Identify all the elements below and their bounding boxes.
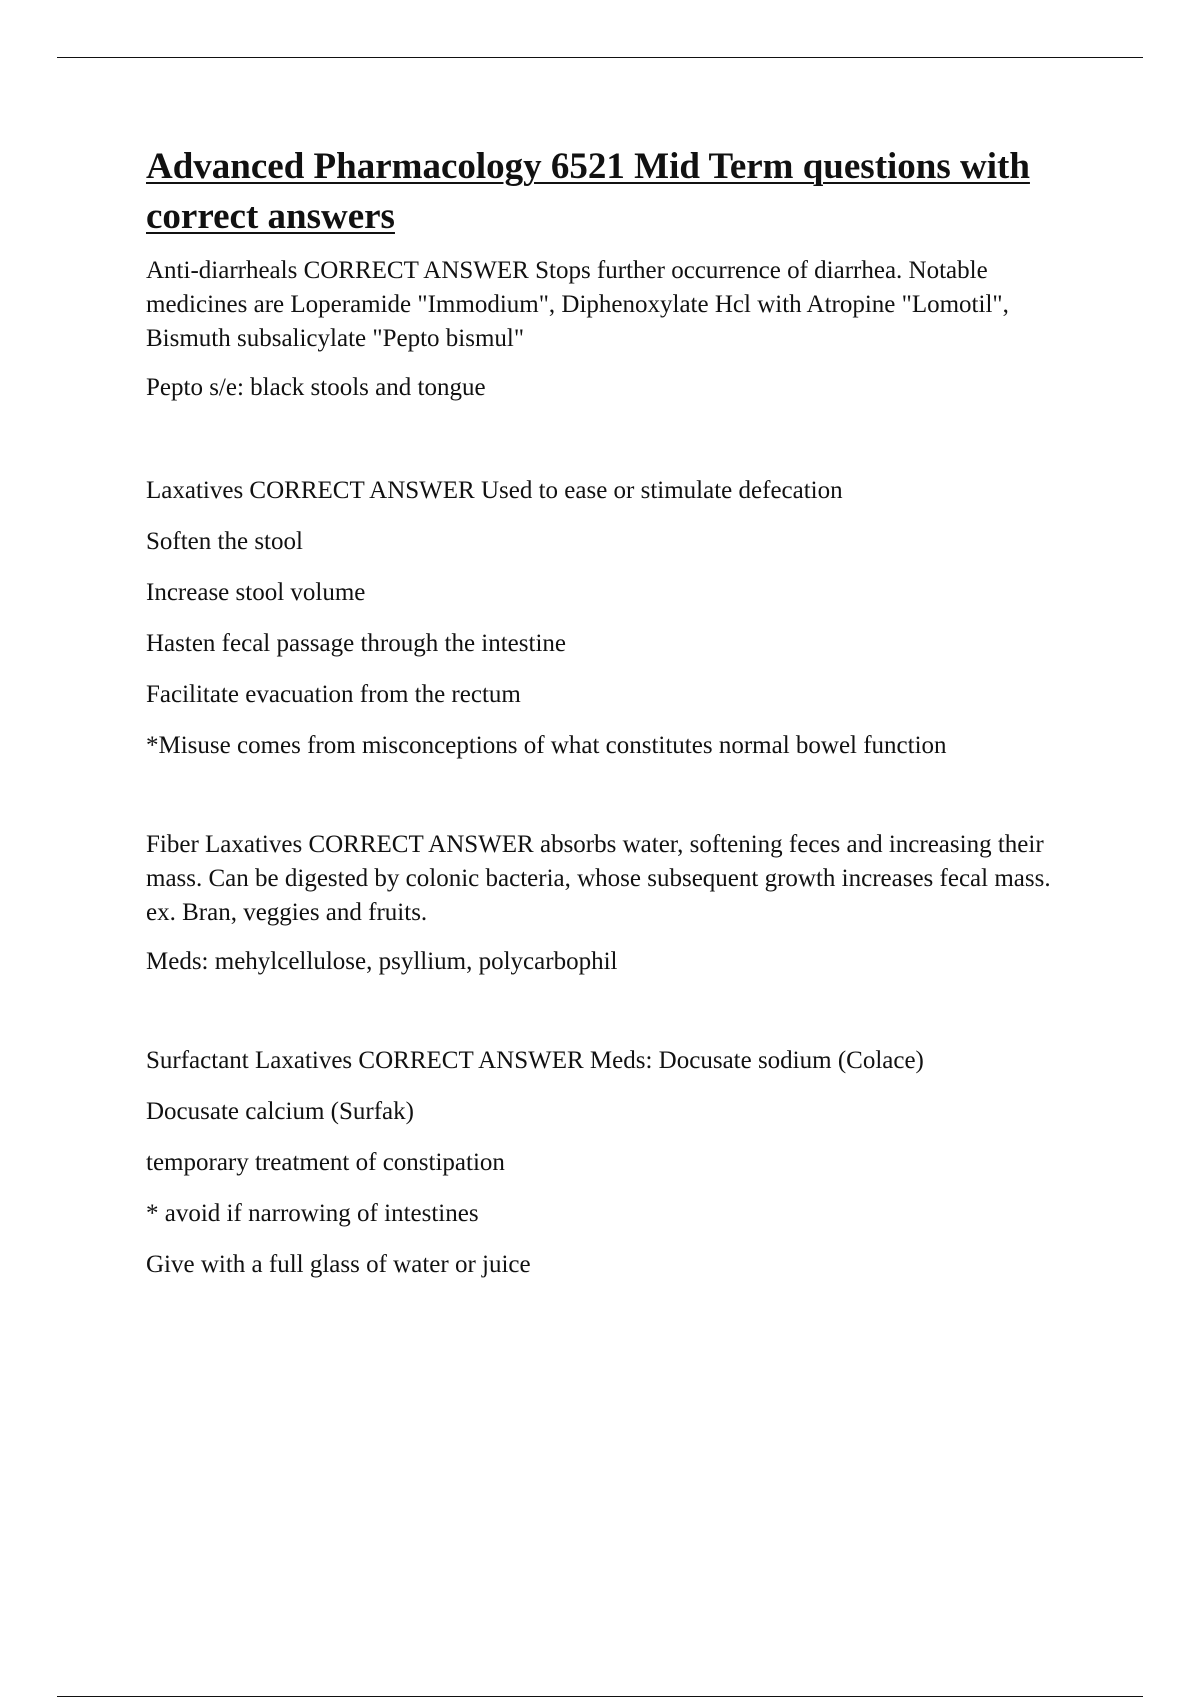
qa-laxatives: Laxatives CORRECT ANSWER Used to ease or stimulate defecation [146, 477, 843, 504]
qa-fiber-laxatives: Fiber Laxatives CORRECT ANSWER absorbs water, softening feces and increasing their mass. Can be digested by colonic bacteria, whose subsequent growth increases fecal mass. ex. Bran, veggies and fruits. [146, 831, 1051, 926]
section-surfactant-laxatives [146, 1044, 1076, 1282]
qa-surfactant-laxatives: Surfactant Laxatives CORRECT ANSWER Meds: Docusate sodium (Colace) [146, 1047, 924, 1074]
note-increase-volume: Increase stool volume [146, 579, 366, 606]
section-spacer [146, 996, 1076, 1044]
note-soften-stool: Soften the stool [146, 528, 303, 555]
section-spacer [146, 422, 1076, 474]
top-rule [57, 57, 1143, 58]
note-temporary-treatment: temporary treatment of constipation [146, 1149, 505, 1176]
note-avoid-narrowing: * avoid if narrowing of intestines [146, 1200, 479, 1227]
section-fiber-laxatives [146, 828, 1076, 979]
note-facilitate-evacuation: Facilitate evacuation from the rectum [146, 681, 521, 708]
document-body [146, 142, 1076, 1299]
section-anti-diarrheals [146, 254, 1076, 405]
qa-anti-diarrheals: Anti-diarrheals CORRECT ANSWER Stops further occurrence of diarrhea. Notable medicines are Loperamide "Immodium", Diphenoxylate Hcl with Atropine "Lomotil", Bismuth subsalicylate "Pepto bismul" [146, 257, 1009, 352]
note-fiber-meds: Meds: mehylcellulose, psyllium, polycarbophil [146, 948, 618, 975]
document-title: Advanced Pharmacology 6521 Mid Term questions with correct answers [146, 146, 1030, 237]
bottom-rule [57, 1696, 1143, 1697]
note-docusate-calcium: Docusate calcium (Surfak) [146, 1098, 414, 1125]
section-laxatives [146, 474, 1076, 763]
note-full-glass: Give with a full glass of water or juice [146, 1251, 531, 1278]
note-pepto-side-effects: Pepto s/e: black stools and tongue [146, 374, 486, 401]
note-hasten-passage: Hasten fecal passage through the intestine [146, 630, 566, 657]
section-spacer [146, 780, 1076, 828]
note-misuse: *Misuse comes from misconceptions of what constitutes normal bowel function [146, 732, 947, 759]
